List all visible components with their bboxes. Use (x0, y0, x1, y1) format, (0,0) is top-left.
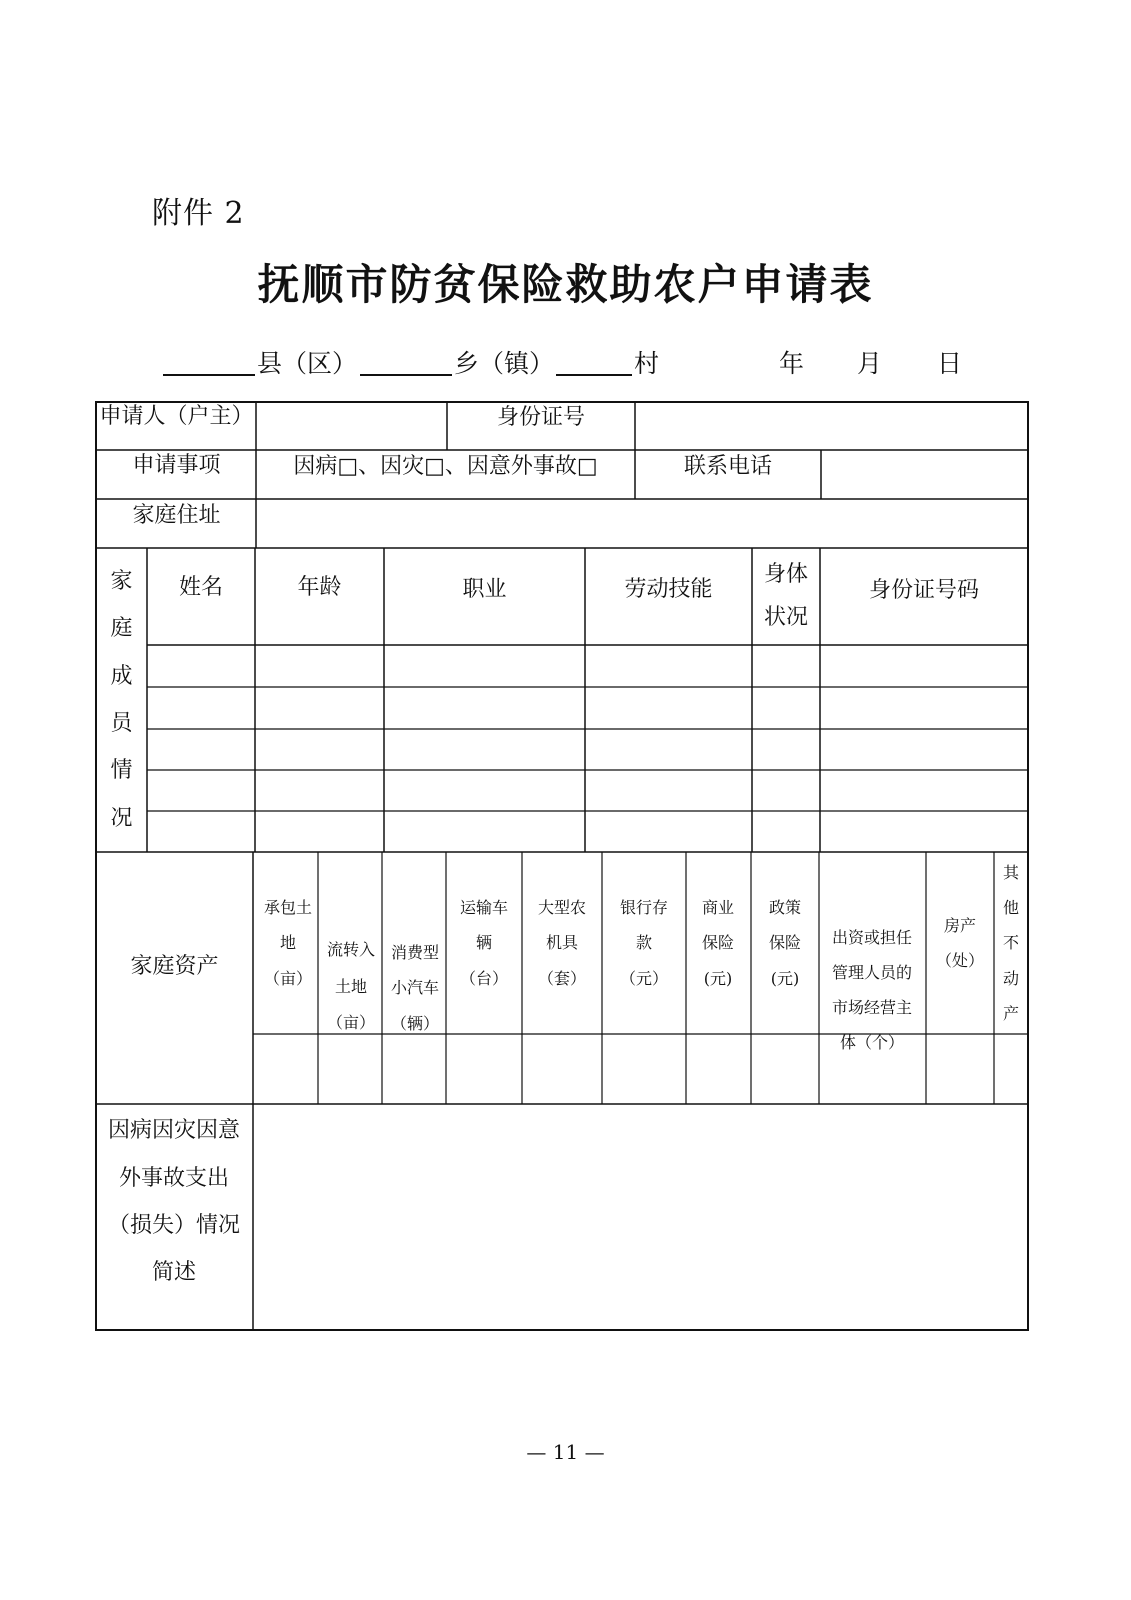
header-name: 姓名 (178, 574, 223, 600)
day-label: 日 (937, 349, 963, 378)
asset-header-business-entities: 出资或担任管理人员的市场经营主体（个） (831, 927, 912, 1053)
asset-header-transferred-land: 流转入土地（亩） (327, 939, 376, 1033)
members-section-label: 家 庭 成 员 情 况 (110, 569, 133, 831)
asset-header-transport-vehicles: 运输车辆（台） (460, 898, 509, 988)
address-label: 家庭住址 (132, 502, 221, 528)
asset-header-passenger-car: 消费型小汽车（辆） (391, 943, 440, 1033)
year-label: 年 (779, 349, 805, 378)
header-labor-skill: 劳动技能 (624, 576, 713, 602)
applicant-field[interactable] (257, 403, 446, 449)
month-label: 月 (857, 349, 883, 378)
asset-header-housing: 房产（处） (936, 915, 985, 970)
county-label: 县（区） (257, 349, 358, 378)
asset-header-commercial-insurance: 商业保险(元) (701, 898, 734, 988)
header-health: 身体状况 (763, 561, 808, 630)
id-label: 身份证号 (496, 404, 585, 430)
header-occupation: 职业 (462, 576, 507, 602)
applicant-label: 申请人（户主） (99, 403, 254, 429)
asset-header-policy-insurance: 政策保险(元) (768, 898, 801, 988)
header-id-number: 身份证号码 (868, 577, 979, 603)
asset-header-contract-land: 承包土地（亩） (264, 898, 313, 988)
form-title: 抚顺市防贫保险救助农户申请表 (257, 260, 874, 309)
village-label: 村 (634, 349, 660, 378)
matter-label: 申请事项 (132, 452, 221, 478)
attachment-label: 附件 2 (152, 196, 245, 231)
asset-header-bank-deposits: 银行存款（元） (620, 898, 669, 988)
expense-field[interactable] (254, 1105, 1027, 1329)
asset-header-other-real-estate: 其他不动产 (1002, 863, 1019, 1023)
township-label: 乡（镇） (454, 349, 555, 378)
phone-label: 联系电话 (683, 453, 772, 479)
address-field[interactable] (257, 500, 1027, 547)
header-age: 年龄 (297, 574, 342, 600)
matter-options[interactable]: 因病□、因灾□、因意外事故□ (293, 453, 598, 479)
page-number: — 11 — (526, 1440, 605, 1464)
assets-section-label: 家庭资产 (130, 953, 219, 979)
phone-field[interactable] (822, 451, 1027, 498)
asset-header-farm-machinery: 大型农机具（套） (537, 898, 586, 988)
expense-label: 因病因灾因意外事故支出（损失）情况简述 (107, 1118, 240, 1286)
id-field[interactable] (636, 403, 1027, 449)
